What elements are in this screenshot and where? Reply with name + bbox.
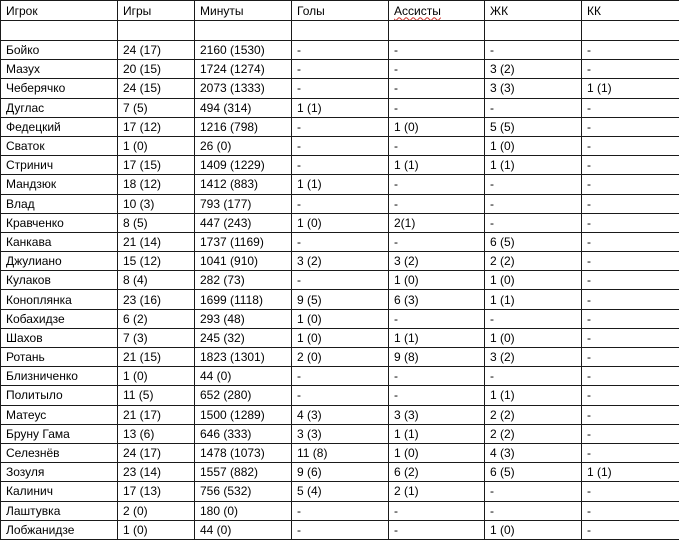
- red-cards-cell: -: [582, 482, 679, 501]
- yellow-cards-cell: -: [485, 367, 582, 386]
- minutes-cell: 494 (314): [195, 98, 292, 117]
- goals-cell: 2 (0): [292, 348, 389, 367]
- goals-cell: -: [292, 136, 389, 155]
- header-goals: Голы: [292, 1, 389, 21]
- minutes-cell: 1737 (1169): [195, 232, 292, 251]
- red-cards-cell: -: [582, 290, 679, 309]
- red-cards-cell: -: [582, 424, 679, 443]
- red-cards-cell: -: [582, 41, 679, 60]
- assists-cell: 3 (2): [389, 252, 485, 271]
- yellow-cards-cell: -: [485, 175, 582, 194]
- red-cards-cell: -: [582, 98, 679, 117]
- minutes-cell: 447 (243): [195, 213, 292, 232]
- yellow-cards-cell: -: [485, 482, 582, 501]
- minutes-cell: 180 (0): [195, 501, 292, 520]
- red-cards-cell: -: [582, 405, 679, 424]
- games-cell: 18 (12): [118, 175, 195, 194]
- assists-cell: -: [389, 501, 485, 520]
- games-cell: 23 (14): [118, 463, 195, 482]
- yellow-cards-cell: -: [485, 501, 582, 520]
- table-row: [1, 482, 679, 501]
- minutes-cell: 44 (0): [195, 520, 292, 539]
- red-cards-cell: -: [582, 386, 679, 405]
- assists-cell: -: [389, 98, 485, 117]
- goals-cell: -: [292, 367, 389, 386]
- table-row: [1, 79, 679, 98]
- red-cards-cell: -: [582, 156, 679, 175]
- player-cell: Мандзюк: [1, 175, 118, 194]
- assists-cell: 2 (1): [389, 482, 485, 501]
- table-row: [1, 328, 679, 347]
- player-cell: Зозуля: [1, 463, 118, 482]
- goals-cell: 9 (5): [292, 290, 389, 309]
- assists-cell: 6 (2): [389, 463, 485, 482]
- yellow-cards-cell: 2 (2): [485, 424, 582, 443]
- assists-cell: -: [389, 367, 485, 386]
- yellow-cards-cell: 1 (1): [485, 386, 582, 405]
- minutes-cell: 646 (333): [195, 424, 292, 443]
- player-cell: Сваток: [1, 136, 118, 155]
- player-cell: Лаштувка: [1, 501, 118, 520]
- table-row: [1, 443, 679, 462]
- player-cell: Стринич: [1, 156, 118, 175]
- goals-cell: 1 (0): [292, 328, 389, 347]
- player-cell: Бойко: [1, 41, 118, 60]
- assists-cell: 1 (1): [389, 424, 485, 443]
- goals-cell: 3 (2): [292, 252, 389, 271]
- yellow-cards-cell: 6 (5): [485, 463, 582, 482]
- assists-cell: -: [389, 175, 485, 194]
- games-cell: 21 (14): [118, 232, 195, 251]
- goals-cell: 11 (8): [292, 443, 389, 462]
- yellow-cards-cell: 1 (1): [485, 290, 582, 309]
- player-cell: Мазух: [1, 60, 118, 79]
- minutes-cell: 1041 (910): [195, 252, 292, 271]
- player-cell: Политыло: [1, 386, 118, 405]
- red-cards-cell: -: [582, 194, 679, 213]
- goals-cell: 1 (1): [292, 175, 389, 194]
- table-row: [1, 60, 679, 79]
- table-row: [1, 424, 679, 443]
- player-cell: Джулиано: [1, 252, 118, 271]
- minutes-cell: 2160 (1530): [195, 41, 292, 60]
- minutes-cell: 1478 (1073): [195, 443, 292, 462]
- assists-cell: 1 (0): [389, 117, 485, 136]
- games-cell: 1 (0): [118, 520, 195, 539]
- red-cards-cell: -: [582, 252, 679, 271]
- red-cards-cell: -: [582, 136, 679, 155]
- player-cell: Кулаков: [1, 271, 118, 290]
- player-cell: Коноплянка: [1, 290, 118, 309]
- goals-cell: -: [292, 156, 389, 175]
- assists-cell: -: [389, 232, 485, 251]
- yellow-cards-cell: 1 (0): [485, 271, 582, 290]
- goals-cell: -: [292, 60, 389, 79]
- yellow-cards-cell: 6 (5): [485, 232, 582, 251]
- table-row: [1, 309, 679, 328]
- minutes-cell: 1823 (1301): [195, 348, 292, 367]
- red-cards-cell: -: [582, 232, 679, 251]
- red-cards-cell: -: [582, 309, 679, 328]
- yellow-cards-cell: 4 (3): [485, 443, 582, 462]
- yellow-cards-cell: -: [485, 98, 582, 117]
- assists-cell: -: [389, 386, 485, 405]
- player-cell: Кобахидзе: [1, 309, 118, 328]
- table-row: [1, 271, 679, 290]
- games-cell: 2 (0): [118, 501, 195, 520]
- red-cards-cell: -: [582, 271, 679, 290]
- table-row: [1, 136, 679, 155]
- minutes-cell: 1216 (798): [195, 117, 292, 136]
- table-row: [1, 156, 679, 175]
- goals-cell: -: [292, 41, 389, 60]
- minutes-cell: 793 (177): [195, 194, 292, 213]
- player-cell: Кравченко: [1, 213, 118, 232]
- table-row: [1, 501, 679, 520]
- table-row: [1, 194, 679, 213]
- table-row: [1, 117, 679, 136]
- games-cell: 21 (15): [118, 348, 195, 367]
- red-cards-cell: -: [582, 348, 679, 367]
- assists-cell: -: [389, 520, 485, 539]
- goals-cell: 1 (1): [292, 98, 389, 117]
- header-red-cards: КК: [582, 1, 679, 21]
- games-cell: 23 (16): [118, 290, 195, 309]
- minutes-cell: 26 (0): [195, 136, 292, 155]
- player-cell: Шахов: [1, 328, 118, 347]
- red-cards-cell: -: [582, 443, 679, 462]
- minutes-cell: 282 (73): [195, 271, 292, 290]
- table-cell: [485, 21, 582, 41]
- assists-cell: 1 (0): [389, 443, 485, 462]
- table-row: [1, 386, 679, 405]
- goals-cell: 1 (0): [292, 213, 389, 232]
- yellow-cards-cell: 2 (2): [485, 252, 582, 271]
- yellow-cards-cell: 3 (2): [485, 60, 582, 79]
- table-cell: [1, 21, 118, 41]
- red-cards-cell: 1 (1): [582, 463, 679, 482]
- minutes-cell: 1699 (1118): [195, 290, 292, 309]
- red-cards-cell: -: [582, 328, 679, 347]
- games-cell: 24 (17): [118, 443, 195, 462]
- yellow-cards-cell: 5 (5): [485, 117, 582, 136]
- assists-cell: 1 (1): [389, 328, 485, 347]
- games-cell: 13 (6): [118, 424, 195, 443]
- player-cell: Канкава: [1, 232, 118, 251]
- table-row: [1, 463, 679, 482]
- empty-row: [1, 21, 679, 41]
- assists-cell: 3 (3): [389, 405, 485, 424]
- games-cell: 10 (3): [118, 194, 195, 213]
- assists-cell: -: [389, 41, 485, 60]
- player-cell: Калинич: [1, 482, 118, 501]
- games-cell: 24 (15): [118, 79, 195, 98]
- games-cell: 17 (15): [118, 156, 195, 175]
- player-cell: Бруну Гама: [1, 424, 118, 443]
- header-row: [1, 1, 679, 21]
- yellow-cards-cell: 1 (0): [485, 520, 582, 539]
- assists-cell: -: [389, 194, 485, 213]
- minutes-cell: 245 (32): [195, 328, 292, 347]
- goals-cell: 5 (4): [292, 482, 389, 501]
- header-yellow-cards: ЖК: [485, 1, 582, 21]
- yellow-cards-cell: 2 (2): [485, 405, 582, 424]
- yellow-cards-cell: -: [485, 213, 582, 232]
- assists-cell: 1 (1): [389, 156, 485, 175]
- player-cell: Близниченко: [1, 367, 118, 386]
- table-row: [1, 41, 679, 60]
- minutes-cell: 44 (0): [195, 367, 292, 386]
- games-cell: 7 (5): [118, 98, 195, 117]
- games-cell: 24 (17): [118, 41, 195, 60]
- table-row: [1, 232, 679, 251]
- minutes-cell: 1412 (883): [195, 175, 292, 194]
- games-cell: 1 (0): [118, 367, 195, 386]
- minutes-cell: 1557 (882): [195, 463, 292, 482]
- player-cell: Селезнёв: [1, 443, 118, 462]
- goals-cell: 4 (3): [292, 405, 389, 424]
- goals-cell: -: [292, 194, 389, 213]
- header-assists: [389, 1, 485, 21]
- yellow-cards-cell: 3 (2): [485, 348, 582, 367]
- table-cell: [389, 21, 485, 41]
- goals-cell: -: [292, 271, 389, 290]
- player-cell: Дуглас: [1, 98, 118, 117]
- red-cards-cell: -: [582, 175, 679, 194]
- yellow-cards-cell: 3 (3): [485, 79, 582, 98]
- header-minutes: Минуты: [195, 1, 292, 21]
- red-cards-cell: -: [582, 213, 679, 232]
- red-cards-cell: 1 (1): [582, 79, 679, 98]
- games-cell: 17 (13): [118, 482, 195, 501]
- assists-cell: 2(1): [389, 213, 485, 232]
- red-cards-cell: -: [582, 60, 679, 79]
- goals-cell: -: [292, 501, 389, 520]
- games-cell: 21 (17): [118, 405, 195, 424]
- assists-cell: -: [389, 136, 485, 155]
- assists-cell: -: [389, 60, 485, 79]
- player-cell: Влад: [1, 194, 118, 213]
- table-row: [1, 213, 679, 232]
- goals-cell: -: [292, 79, 389, 98]
- goals-cell: -: [292, 117, 389, 136]
- table-row: [1, 98, 679, 117]
- table-row: [1, 405, 679, 424]
- table-row: [1, 520, 679, 539]
- games-cell: 20 (15): [118, 60, 195, 79]
- minutes-cell: 1500 (1289): [195, 405, 292, 424]
- header-player: Игрок: [1, 1, 118, 21]
- minutes-cell: 1724 (1274): [195, 60, 292, 79]
- games-cell: 17 (12): [118, 117, 195, 136]
- minutes-cell: 293 (48): [195, 309, 292, 328]
- games-cell: 7 (3): [118, 328, 195, 347]
- table-cell: [118, 21, 195, 41]
- minutes-cell: 1409 (1229): [195, 156, 292, 175]
- player-cell: Чеберячко: [1, 79, 118, 98]
- table-cell: [195, 21, 292, 41]
- minutes-cell: 652 (280): [195, 386, 292, 405]
- header-games: Игры: [118, 1, 195, 21]
- table-row: [1, 252, 679, 271]
- goals-cell: 3 (3): [292, 424, 389, 443]
- goals-cell: -: [292, 232, 389, 251]
- assists-cell: 6 (3): [389, 290, 485, 309]
- games-cell: 1 (0): [118, 136, 195, 155]
- games-cell: 8 (4): [118, 271, 195, 290]
- yellow-cards-cell: 1 (1): [485, 156, 582, 175]
- red-cards-cell: -: [582, 501, 679, 520]
- yellow-cards-cell: -: [485, 41, 582, 60]
- red-cards-cell: -: [582, 367, 679, 386]
- goals-cell: 9 (6): [292, 463, 389, 482]
- yellow-cards-cell: 1 (0): [485, 328, 582, 347]
- table-body: [1, 21, 679, 540]
- table-row: [1, 348, 679, 367]
- minutes-cell: 2073 (1333): [195, 79, 292, 98]
- table-row: [1, 175, 679, 194]
- games-cell: 15 (12): [118, 252, 195, 271]
- games-cell: 11 (5): [118, 386, 195, 405]
- assists-cell: 1 (0): [389, 271, 485, 290]
- table-cell: [292, 21, 389, 41]
- red-cards-cell: -: [582, 520, 679, 539]
- player-cell: Федецкий: [1, 117, 118, 136]
- player-cell: Лобжанидзе: [1, 520, 118, 539]
- assists-cell: -: [389, 79, 485, 98]
- goals-cell: -: [292, 386, 389, 405]
- player-cell: Матеус: [1, 405, 118, 424]
- assists-cell: 9 (8): [389, 348, 485, 367]
- yellow-cards-cell: -: [485, 194, 582, 213]
- header-assists-label: Ассисты: [394, 3, 441, 18]
- games-cell: 8 (5): [118, 213, 195, 232]
- table-row: [1, 290, 679, 309]
- yellow-cards-cell: -: [485, 309, 582, 328]
- games-cell: 6 (2): [118, 309, 195, 328]
- table-row: [1, 367, 679, 386]
- goals-cell: 1 (0): [292, 309, 389, 328]
- red-cards-cell: -: [582, 117, 679, 136]
- table-cell: [582, 21, 679, 41]
- minutes-cell: 756 (532): [195, 482, 292, 501]
- assists-cell: -: [389, 309, 485, 328]
- goals-cell: -: [292, 520, 389, 539]
- yellow-cards-cell: 1 (0): [485, 136, 582, 155]
- player-cell: Ротань: [1, 348, 118, 367]
